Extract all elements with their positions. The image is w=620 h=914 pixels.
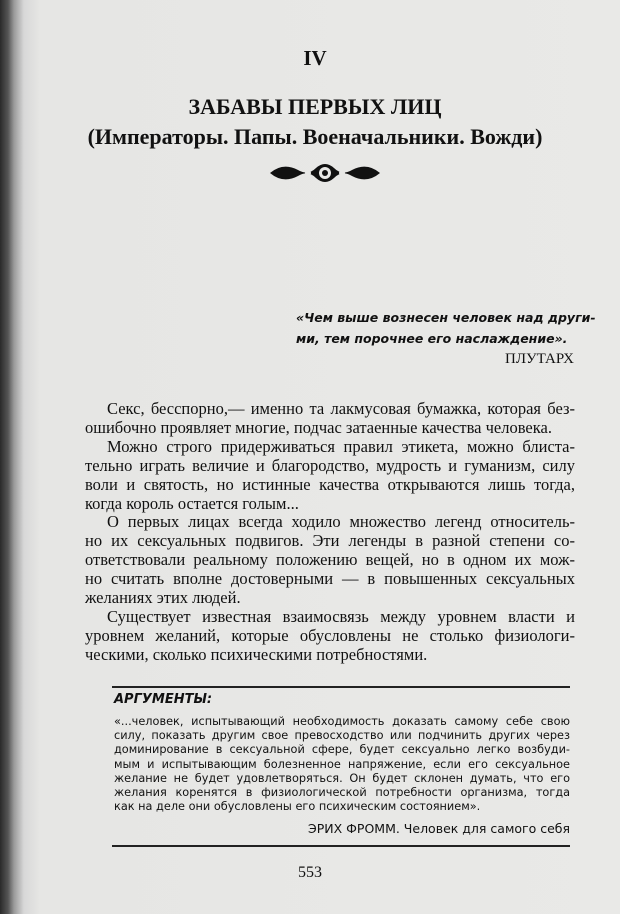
arguments-attribution: ЭРИХ ФРОММ. Человек для самого себя	[308, 821, 570, 836]
paragraph-line: О первых лицах всегда ходило множество легенд относитель-	[107, 512, 575, 532]
quote-line: как на деле они обусловлены его психическим состоянием».	[114, 800, 481, 814]
page-number: 553	[298, 864, 322, 881]
quote-line: доминирование в сексуальной сфере, будет сексуально легко возбуди-	[114, 743, 570, 757]
paragraph-line: когда король остается голым...	[85, 493, 299, 513]
paragraph-line: Существует известная взаимосвязь между уровнем власти и	[107, 606, 575, 626]
quote-line: мым и испытывающим болезненное напряжение, если его сексуальное	[114, 757, 570, 771]
arguments-bottom-rule	[112, 845, 570, 847]
chapter-number: IV	[303, 46, 327, 70]
quote-line: «...человек, испытывающий необходимость доказать самому себе свою	[114, 715, 570, 728]
arguments-top-rule	[112, 686, 570, 688]
epigraph-author: ПЛУТАРХ	[505, 351, 574, 367]
arguments-heading: АРГУМЕНТЫ:	[114, 692, 213, 707]
body-text	[85, 400, 575, 665]
paragraph-line: уровнем желаний, которые обусловлены не столько физиологи-	[85, 625, 575, 645]
paragraph-line: но считать вполне достоверными — в повышенных сексуальных	[85, 569, 575, 589]
epigraph	[296, 307, 596, 349]
ornament-icon	[268, 160, 382, 186]
paragraph-line: Секс, бесспорно,— именно та лакмусовая бумажка, которая без-	[107, 399, 575, 418]
paragraph-line: ответствовали реальному положению вещей, но в одном их мож-	[85, 550, 575, 570]
paragraph-line: но их сексуальных подвигов. Эти легенды в разной степени со-	[85, 531, 575, 551]
paragraph-line: ческими, сколько психическими потребностями.	[85, 644, 428, 664]
epigraph-line: «Чем выше вознесен человек над други-	[296, 310, 596, 325]
chapter-title: ЗАБАВЫ ПЕРВЫХ ЛИЦ	[188, 94, 442, 119]
paragraph-line: тельно играть величие и благородство, мудрость и гуманизм, силу	[85, 455, 575, 475]
chapter-subtitle: (Императоры. Папы. Военачальники. Вожди)	[87, 124, 543, 149]
paragraph-line: ошибочно проявляет многие, подчас затаенные качества человека.	[85, 417, 552, 437]
paragraph-line: желаниях этих людей.	[85, 588, 241, 608]
paragraph-line: воли и святость, но истинные качества открываются лишь тогда,	[85, 474, 575, 494]
quote-line: силу, показать другим свое превосходство или подчинить других через	[114, 729, 570, 743]
quote-line: желания коренятся в физиологической потребности организма, тогда	[114, 786, 570, 800]
quote-line: желание не будет удовлетворяться. Он будет склонен думать, что его	[114, 771, 570, 785]
epigraph-line: ми, тем порочнее его наслаждение».	[296, 331, 568, 346]
paragraph-line: Можно строго придерживаться правил этикета, можно блиста-	[107, 436, 575, 456]
arguments-quote	[114, 715, 570, 814]
